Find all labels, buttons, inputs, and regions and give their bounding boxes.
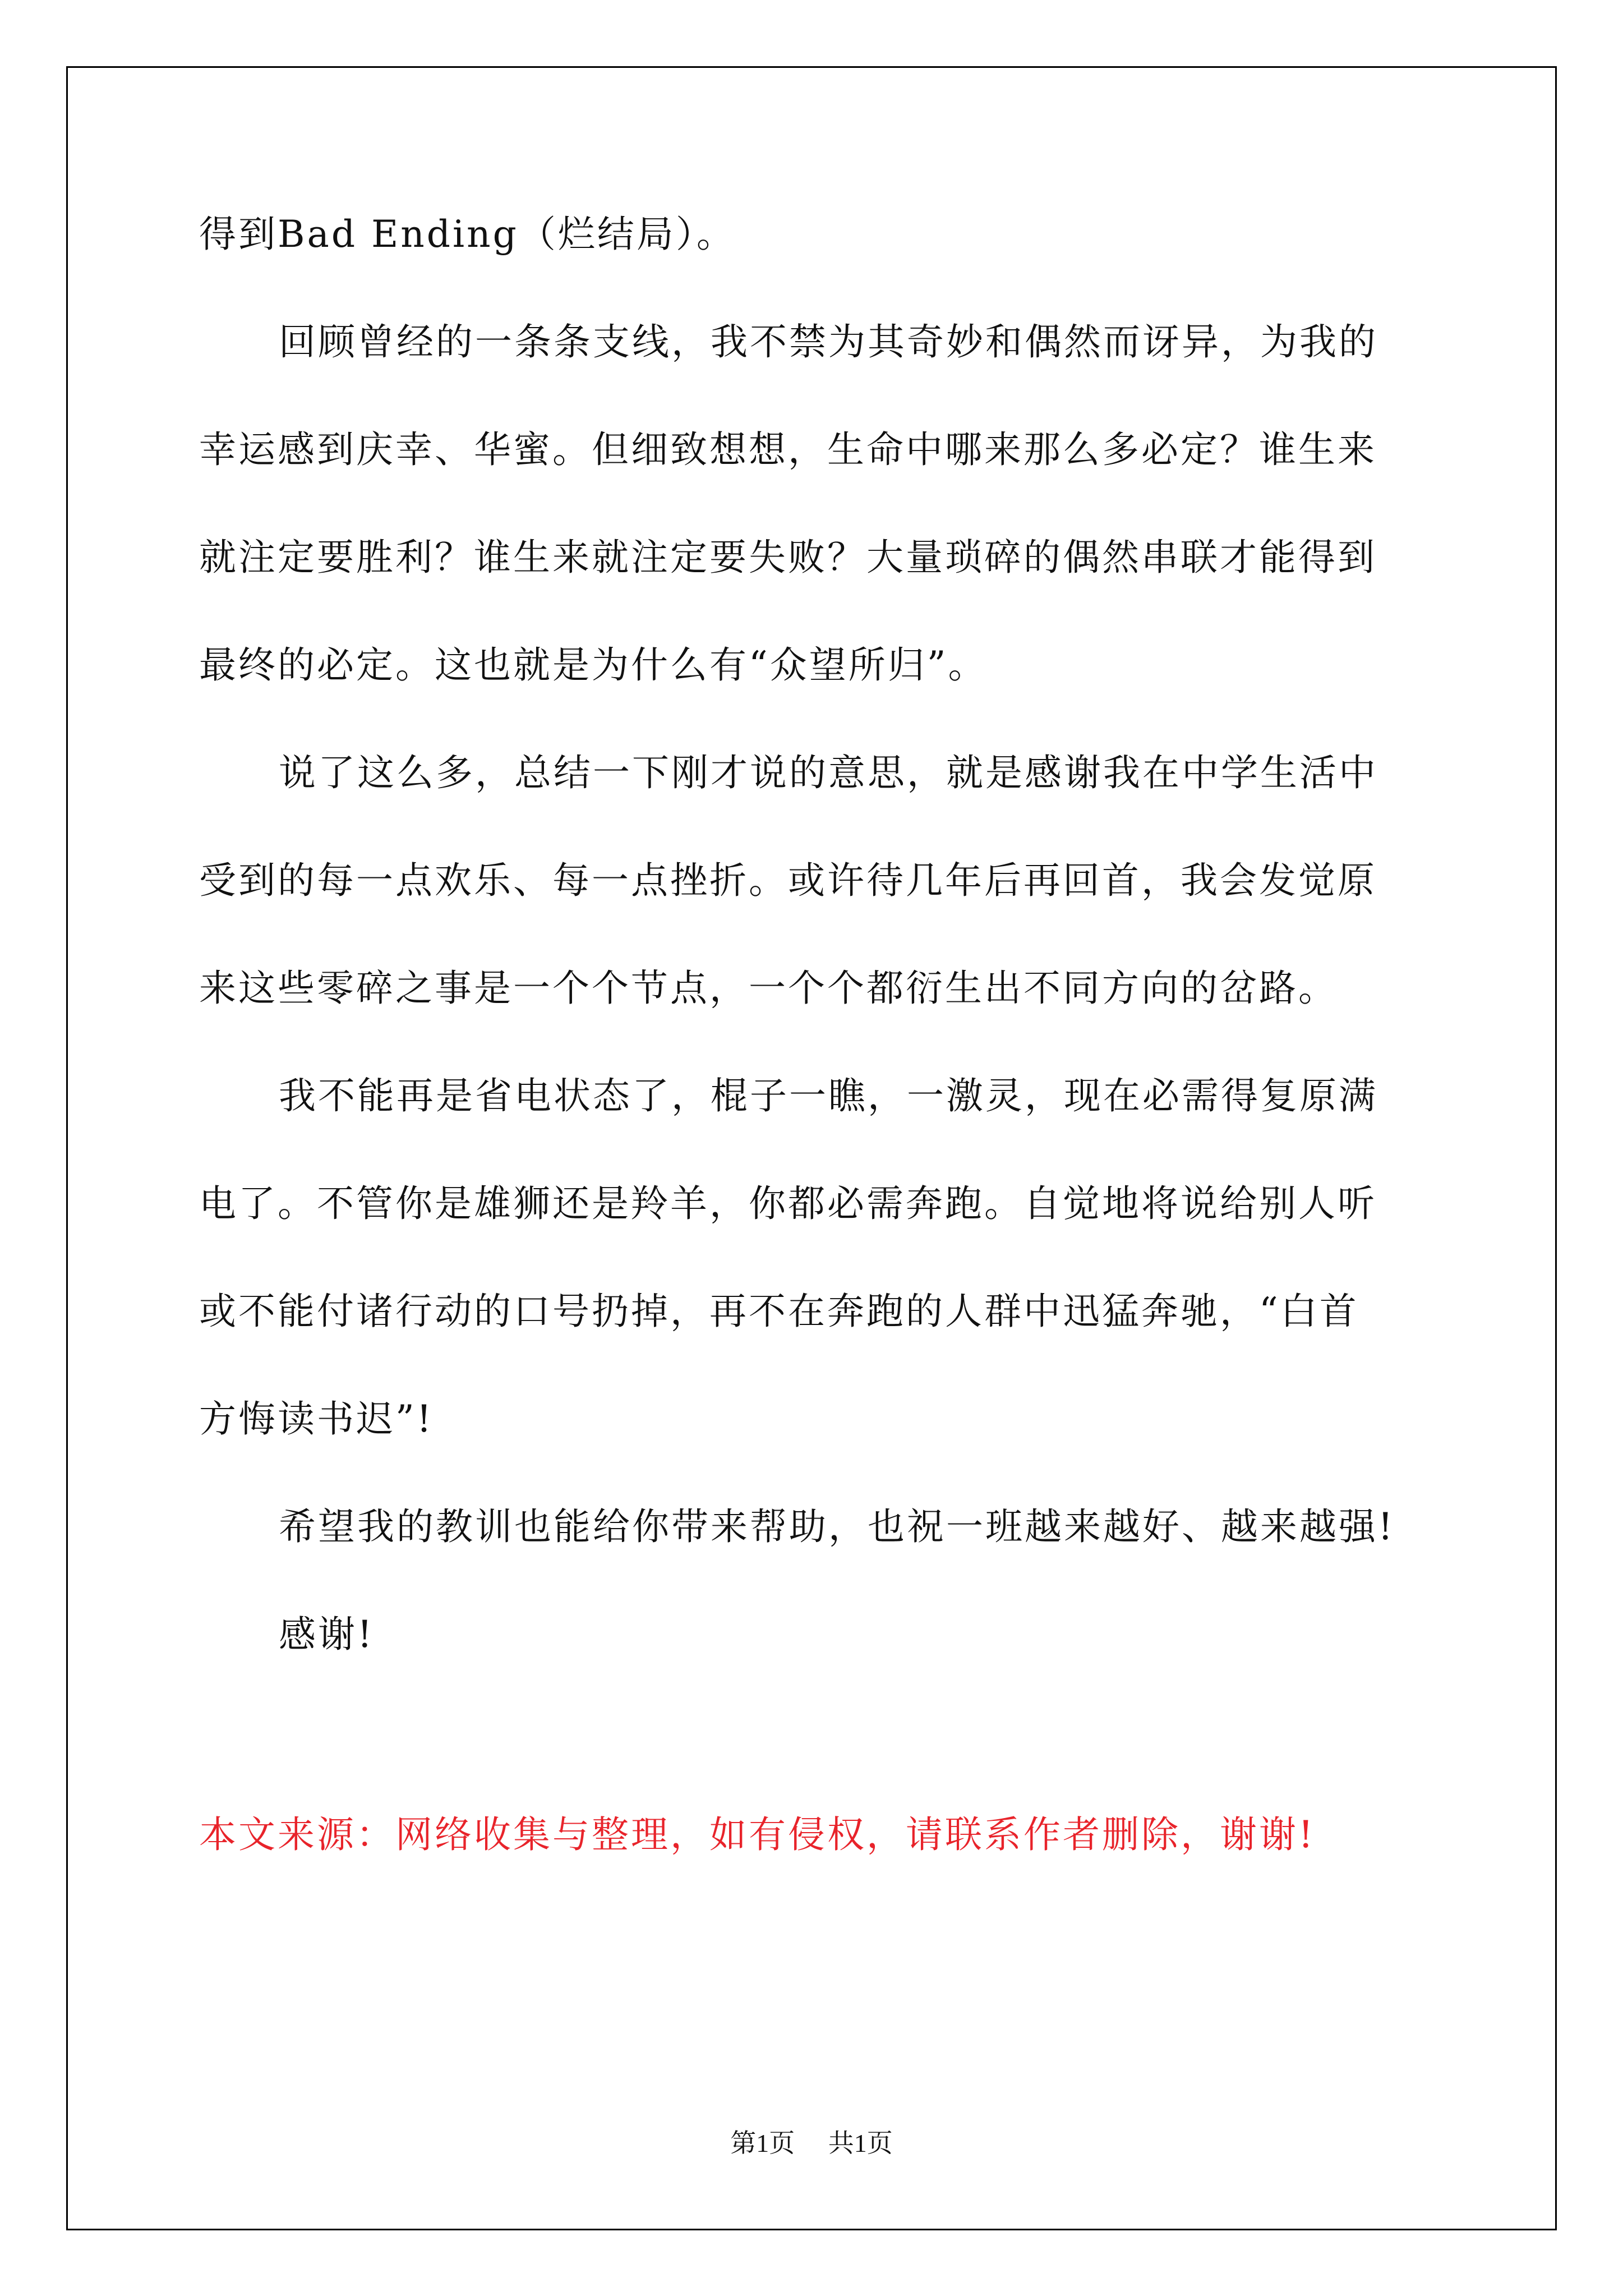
- text-line: 受到的每一点欢乐、每一点挫折。或许待几年后再回首，我会发觉原: [199, 859, 1377, 902]
- text-line: 电了。不管你是雄狮还是羚羊，你都必需奔跑。自觉地将说给别人听: [199, 1182, 1377, 1225]
- text-line: 就注定要胜利？谁生来就注定要失败？大量琐碎的偶然串联才能得到: [199, 536, 1377, 579]
- page-count: 共1页: [828, 2129, 893, 2157]
- text-line: 最终的必定。这也就是为什么有“众望所归”。: [199, 643, 988, 687]
- text-line: 来这些零碎之事是一个个节点，一个个都衍生出不同方向的岔路。: [199, 967, 1338, 1010]
- page-number: 第1页: [730, 2129, 795, 2157]
- text-line: 得到Bad Ending（烂结局）。: [199, 213, 736, 256]
- body-text: [199, 213, 1430, 1724]
- text-line: 希望我的教训也能给你带来帮助，也祝一班越来越好、越来越强!: [279, 1505, 1395, 1548]
- text-line: 回顾曾经的一条条支线，我不禁为其奇妙和偶然而讶异，为我的: [279, 320, 1378, 364]
- text-line: 感谢!: [279, 1613, 375, 1656]
- text-line: 说了这么多，总结一下刚才说的意思，就是感谢我在中学生活中: [279, 751, 1378, 794]
- page-footer: [0, 2131, 1623, 2156]
- text-line: 或不能付诸行动的口号扔掉，再不在奔跑的人群中迅猛奔驰，“白首: [199, 1290, 1359, 1333]
- text-line: 方悔读书迟”!: [199, 1397, 434, 1441]
- text-line: 我不能再是省电状态了，棍子一瞧，一激灵，现在必需得复原满: [279, 1074, 1378, 1117]
- source-note: 本文来源：网络收集与整理，如有侵权，请联系作者删除，谢谢!: [199, 1813, 1316, 1856]
- text-line: 幸运感到庆幸、华蜜。但细致想想，生命中哪来那么多必定？谁生来: [199, 428, 1377, 471]
